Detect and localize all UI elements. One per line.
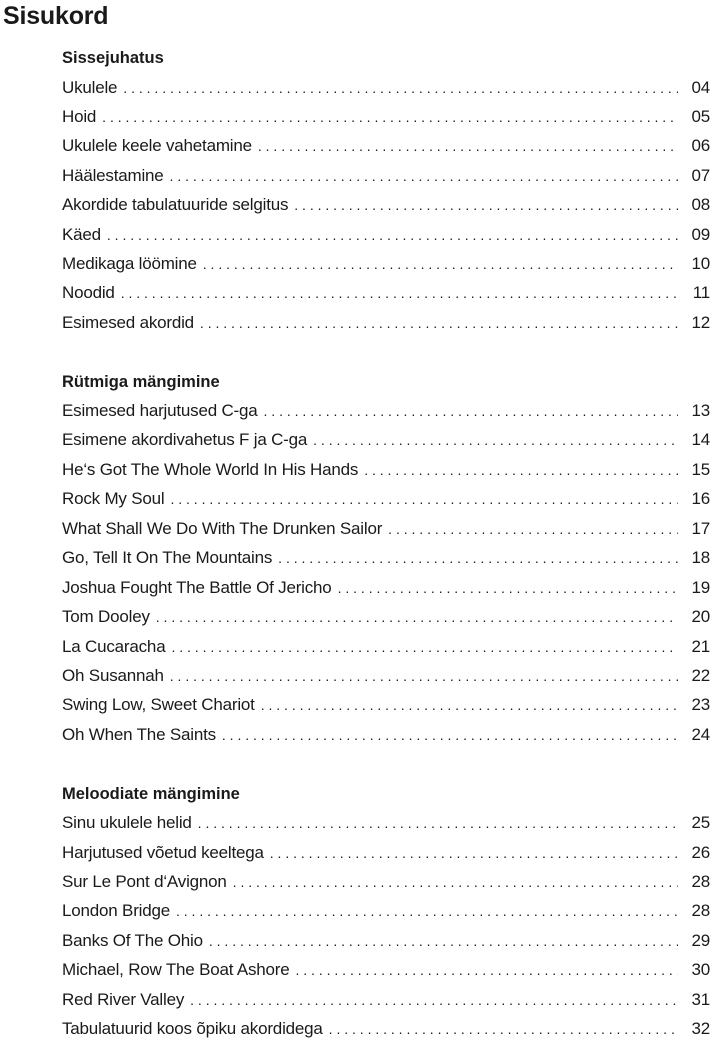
toc-entry[interactable] [62, 546, 710, 570]
entry-title: Swing Low, Sweet Chariot [62, 695, 255, 714]
entry-title: Esimesed akordid [62, 313, 194, 332]
toc-entry[interactable] [62, 311, 710, 335]
entry-page-number: 11 [692, 283, 710, 302]
entry-page-number: 30 [691, 960, 710, 979]
entry-title: Häälestamine [62, 166, 164, 185]
entry-page-number: 18 [691, 548, 710, 567]
toc-entry[interactable] [62, 105, 710, 129]
dot-leader [170, 164, 678, 188]
entry-title: Rock My Soul [62, 489, 165, 508]
section-heading: Rütmiga mängimine [62, 373, 220, 391]
toc-entry[interactable] [62, 841, 710, 865]
dot-leader [222, 723, 678, 747]
entry-title: Joshua Fought The Battle Of Jericho [62, 578, 332, 597]
entry-title: Red River Valley [62, 990, 185, 1009]
entry-page-number: 21 [691, 637, 710, 656]
entry-title: Oh Susannah [62, 666, 164, 685]
entry-title: Käed [62, 225, 101, 244]
entry-title: Sur Le Pont d‘Avignon [62, 872, 227, 891]
toc-entry[interactable] [62, 664, 710, 688]
entry-title: Harjutused võetud keeltega [62, 843, 264, 862]
dot-leader [338, 576, 678, 600]
dot-leader [278, 546, 678, 570]
entry-title: Banks Of The Ohio [62, 931, 203, 950]
toc-entry[interactable] [62, 870, 710, 894]
entry-page-number: 08 [691, 195, 710, 214]
entry-page-number: 17 [691, 519, 710, 538]
entry-page-number: 06 [691, 136, 710, 155]
entry-title: London Bridge [62, 901, 170, 920]
dot-leader [123, 76, 678, 100]
entry-page-number: 25 [691, 813, 710, 832]
section-heading: Meloodiate mängimine [62, 785, 240, 803]
entry-page-number: 15 [691, 460, 710, 479]
toc-entry[interactable] [62, 988, 710, 1012]
entry-page-number: 28 [691, 901, 710, 920]
entry-title: He‘s Got The Whole World In His Hands [62, 460, 359, 479]
section-heading: Sissejuhatus [62, 49, 164, 67]
toc-entry[interactable] [62, 193, 710, 217]
dot-leader [313, 428, 678, 452]
dot-leader [170, 664, 678, 688]
toc-entry[interactable] [62, 723, 710, 747]
entry-title: Tabulatuurid koos õpiku akordidega [62, 1019, 323, 1038]
dot-leader [190, 988, 678, 1012]
entry-page-number: 32 [691, 1019, 710, 1038]
dot-leader [102, 105, 678, 129]
entry-title: Esimesed harjutused C-ga [62, 401, 258, 420]
toc-entry[interactable] [62, 134, 710, 158]
dot-leader [176, 899, 678, 923]
toc-entry[interactable] [62, 929, 710, 953]
dot-leader [270, 841, 678, 865]
entry-title: Noodid [62, 283, 115, 302]
dot-leader [329, 1017, 678, 1041]
entry-page-number: 13 [691, 401, 710, 420]
entry-title: Akordide tabulatuuride selgitus [62, 195, 289, 214]
dot-leader [107, 223, 678, 247]
entry-page-number: 09 [691, 225, 710, 244]
entry-title: What Shall We Do With The Drunken Sailor [62, 519, 383, 538]
dot-leader [203, 252, 678, 276]
entry-page-number: 19 [691, 578, 710, 597]
entry-page-number: 10 [691, 254, 710, 273]
entry-title: La Cucaracha [62, 637, 166, 656]
dot-leader [171, 635, 678, 659]
dot-leader [258, 134, 678, 158]
entry-page-number: 04 [691, 78, 710, 97]
dot-leader [296, 958, 679, 982]
entry-page-number: 07 [691, 166, 710, 185]
entry-page-number: 20 [691, 607, 710, 626]
dot-leader [156, 605, 678, 629]
toc-entry[interactable] [62, 576, 710, 600]
entry-title: Oh When The Saints [62, 725, 216, 744]
entry-title: Tom Dooley [62, 607, 150, 626]
toc-entry[interactable] [62, 428, 710, 452]
entry-title: Ukulele [62, 78, 118, 97]
entry-title: Medikaga löömine [62, 254, 197, 273]
entry-title: Sinu ukulele helid [62, 813, 192, 832]
page-title: Sisukord [3, 2, 109, 30]
entry-page-number: 22 [691, 666, 710, 685]
entry-page-number: 23 [691, 695, 710, 714]
toc-entry[interactable] [62, 958, 710, 982]
entry-page-number: 29 [691, 931, 710, 950]
toc-entry[interactable] [62, 76, 710, 100]
toc-entry[interactable] [62, 1017, 710, 1041]
entry-page-number: 31 [691, 990, 710, 1009]
dot-leader [261, 693, 678, 717]
entry-page-number: 24 [691, 725, 710, 744]
entry-title: Go, Tell It On The Mountains [62, 548, 273, 567]
toc-entry[interactable] [62, 458, 710, 482]
dot-leader [233, 870, 678, 894]
toc-entry[interactable] [62, 164, 710, 188]
toc-entry[interactable] [62, 399, 710, 423]
toc-entry[interactable] [62, 605, 710, 629]
toc-entry[interactable] [62, 223, 710, 247]
toc-entry[interactable] [62, 281, 710, 305]
dot-leader [200, 311, 678, 335]
dot-leader [388, 517, 678, 541]
toc-entry[interactable] [62, 487, 710, 511]
toc-entry[interactable] [62, 635, 710, 659]
entry-page-number: 14 [691, 430, 710, 449]
toc-entry[interactable] [62, 693, 710, 717]
entry-page-number: 28 [691, 872, 710, 891]
toc-entry[interactable] [62, 811, 710, 835]
toc-entry[interactable] [62, 517, 710, 541]
entry-page-number: 12 [691, 313, 710, 332]
entry-title: Michael, Row The Boat Ashore [62, 960, 290, 979]
toc-entry[interactable] [62, 252, 710, 276]
dot-leader [209, 929, 678, 953]
entry-page-number: 26 [691, 843, 710, 862]
entry-page-number: 05 [691, 107, 710, 126]
dot-leader [170, 487, 678, 511]
entry-page-number: 16 [691, 489, 710, 508]
dot-leader [264, 399, 678, 423]
dot-leader [294, 193, 678, 217]
dot-leader [198, 811, 678, 835]
entry-title: Ukulele keele vahetamine [62, 136, 252, 155]
entry-title: Esimene akordivahetus F ja C-ga [62, 430, 308, 449]
dot-leader [364, 458, 678, 482]
toc-entry[interactable] [62, 899, 710, 923]
entry-title: Hoid [62, 107, 97, 126]
dot-leader [121, 281, 678, 305]
